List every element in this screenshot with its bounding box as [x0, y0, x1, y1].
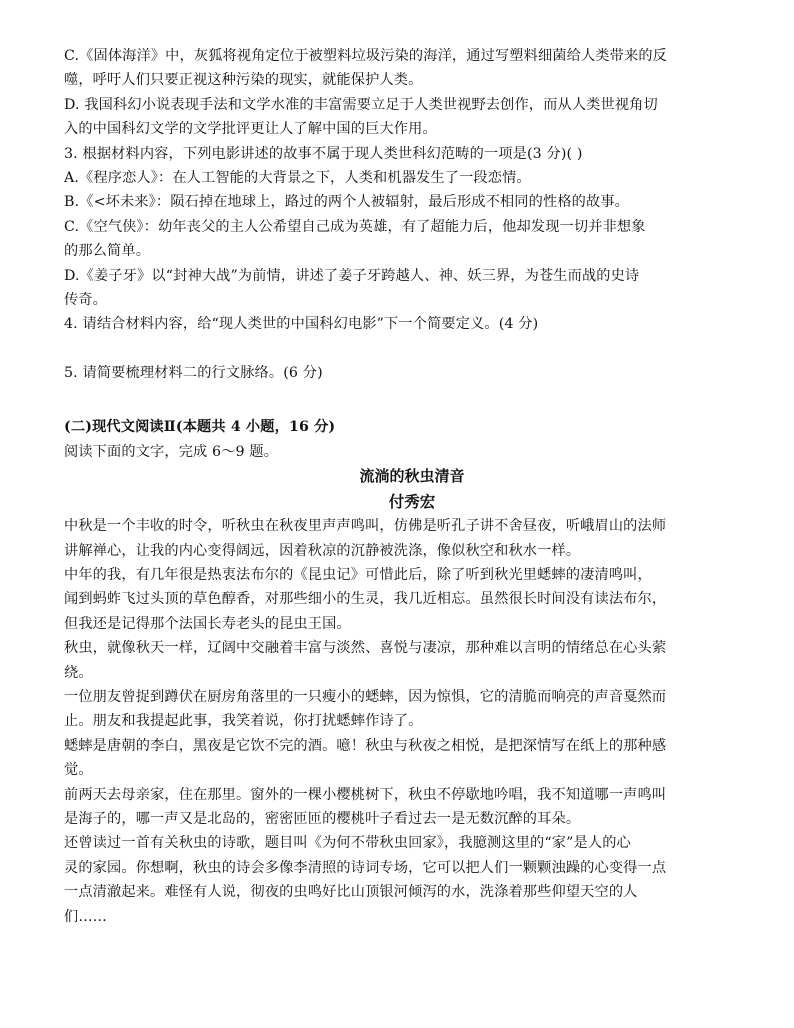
article-line: 中秋是一个丰收的时令，听秋虫在秋夜里声声鸣叫，仿佛是听孔子讲不舍昼夜，听峨眉山的法师	[64, 518, 667, 535]
article-line: 讲解禅心，让我的内心变得阔远，因着秋凉的沉静被洗涤，像似秋空和秋水一样。	[64, 542, 581, 559]
question-3-option-b: B.《<坏未来》：陨石掉在地球上，路过的两个人被辐射，最后形成不相同的性格的故事。	[64, 194, 630, 211]
section-heading: (二)现代文阅读Ⅱ(本题共 4 小题，16 分)	[64, 419, 336, 436]
question-3-option-d-cont: 传奇。	[64, 292, 108, 309]
article-line: 止。朋友和我提起此事，我笑着说，你打扰蟋蟀作诗了。	[64, 713, 423, 730]
article-line: 们……	[64, 908, 108, 925]
article-line: 中年的我，有几年很是热衷法布尔的《昆虫记》可惜此后，除了听到秋光里蟋蟀的凄清鸣叫，	[64, 566, 652, 583]
article-line: 觉。	[64, 762, 93, 779]
article-line: 秋虫，就像秋天一样，辽阔中交融着丰富与淡然、喜悦与凄凉，那种难以言明的情绪总在心头萦	[64, 640, 667, 657]
article-line: 前两天去母亲家，住在那里。窗外的一棵小樱桃树下，秋虫不停歇地吟唱，我不知道哪一声鸣叫	[64, 786, 667, 803]
article-line: 绕。	[64, 664, 93, 681]
article-line: 还曾读过一首有关秋虫的诗歌，题目叫《为何不带秋虫回家》，我臆测这里的“家”是人的心	[64, 835, 631, 852]
question-4: 4. 请结合材料内容，给“现人类世的中国科幻电影”下一个简要定义。(4 分)	[64, 316, 539, 333]
article-line: 一点清澈起来。难怪有人说，彻夜的虫鸣好比山顶银河倾泻的水，洗涤着那些仰望天空的人	[64, 884, 638, 901]
article-line: 一位朋友曾捉到蹲伏在厨房角落里的一只瘦小的蟋蟀，因为惊惧，它的清脆而响亮的声音戛然而	[64, 688, 667, 705]
question-3-option-a: A.《程序恋人》：在人工智能的大背景之下，人类和机器发生了一段恋情。	[64, 170, 531, 187]
question-3	[64, 142, 760, 313]
article-line: 但我还是记得那个法国长寿老头的昆虫王国。	[64, 615, 351, 632]
option-d-line-2: 入的中国科幻文学的文学批评更让人了解中国的巨大作用。	[64, 121, 437, 138]
article-body	[64, 514, 760, 929]
question-3-option-c: C.《空气侠》：幼年丧父的主人公希望自己成为英雄，有了超能力后，他却发现一切并非想象	[64, 218, 646, 235]
answer-space-4	[64, 337, 760, 361]
article-line: 灵的家园。你想啊，秋虫的诗会多像李清照的诗词专场，它可以把人们一颗颗浊躁的心变得一点	[64, 859, 667, 876]
article-line: 蟋蟀是唐朝的李白，黑夜是它饮不完的酒。噫！秋虫与秋夜之相悦，是把深情写在纸上的那种感	[64, 737, 667, 754]
question-3-option-d: D.《姜子牙》以“封神大战”为前情，讲述了姜子牙跨越人、神、妖三界，为苍生而战的史诗	[64, 267, 640, 284]
question-3-option-c-cont: 的那么简单。	[64, 243, 151, 260]
article-line: 是海子的，哪一声又是北岛的，密密匝匝的樱桃叶子看过去一是无数沉醉的耳朵。	[64, 810, 581, 827]
option-c-line-2: 噬，呼吁人们只要正视这种污染的现实，就能保护人类。	[64, 72, 423, 89]
prev-options	[64, 44, 760, 142]
question-3-stem: 3. 根据材料内容，下列电影讲述的故事不属于现人类世科幻范畴的一项是(3 分)( )	[64, 145, 583, 162]
article-line: 闻到蚂蚱飞过头顶的草色醇香，对那些细小的生灵，我几近相忘。虽然很长时间没有读法布尔，	[64, 591, 667, 608]
article-title: 流淌的秋虫清音	[359, 467, 465, 486]
answer-space-5	[64, 385, 760, 409]
option-d-line-1: D. 我国科幻小说表现手法和文学水准的丰富需要立足于人类世视野去创作，而从人类世视角切	[64, 96, 658, 113]
article-author: 付秀宏	[388, 492, 436, 512]
section-instruction: 阅读下面的文字，完成 6～9 题。	[64, 443, 279, 460]
question-5: 5. 请简要梳理材料二的行文脉络。(6 分)	[64, 364, 323, 381]
option-c-line-1: C.《固体海洋》中，灰狐将视角定位于被塑料垃圾污染的海洋，通过写塑料细菌给人类带来的反	[64, 48, 667, 64]
